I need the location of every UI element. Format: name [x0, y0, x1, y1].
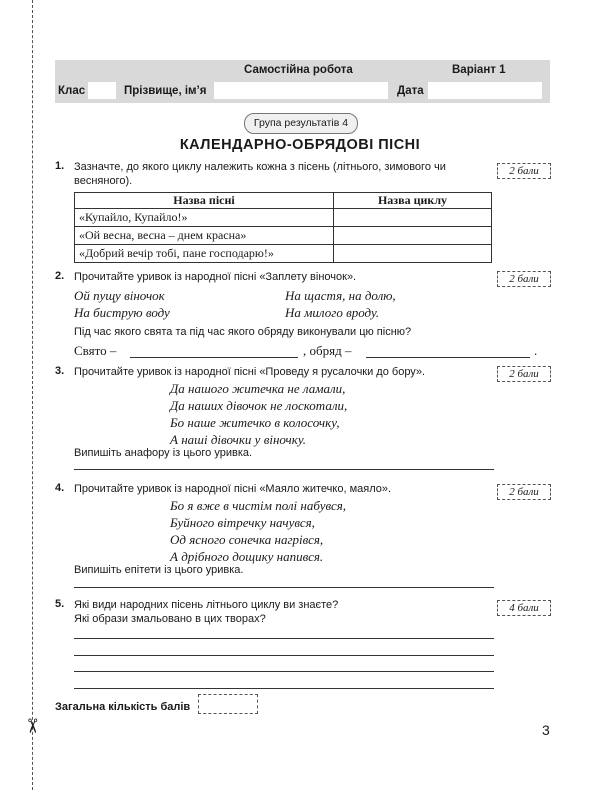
q2-verse-left-2: На биструю воду — [74, 305, 170, 320]
period: . — [534, 343, 538, 358]
q2-question: Під час якого свята та під час якого обряду виконували цю пісню? — [74, 326, 412, 338]
class-label: Клас — [58, 85, 86, 97]
holiday-answer-line[interactable] — [130, 357, 298, 358]
songs-table — [74, 192, 492, 263]
cycle-cell[interactable] — [334, 209, 492, 227]
table-row — [75, 227, 492, 245]
q2-verse-left-1: Ой пущу віночок — [74, 288, 165, 303]
song-name: «Купайло, Купайло!» — [75, 209, 334, 227]
q3-score: 2 бали — [497, 366, 551, 382]
q3-answer-line[interactable] — [74, 469, 494, 470]
ritual-label: , обряд – — [303, 343, 352, 358]
q2-number: 2. — [55, 270, 65, 282]
table-header-cycle: Назва циклу — [334, 193, 492, 209]
q4-verse-line: Бо я вже в чистім полі набувся, — [170, 498, 347, 513]
scissors-icon: ✂ — [20, 717, 45, 735]
q4-text: Прочитайте уривок із народної пісні «Маяло житечко, маяло». — [74, 483, 392, 495]
table-header-song: Назва пісні — [75, 193, 334, 209]
q3-verse-line: Да наших дівочок не лоскотали, — [170, 398, 348, 413]
holiday-label: Свято – — [74, 343, 117, 358]
date-field[interactable] — [428, 82, 542, 99]
q3-text: Прочитайте уривок із народної пісні «Проведу я русалочки до бору». — [74, 366, 426, 378]
cycle-cell[interactable] — [334, 245, 492, 263]
q2-score: 2 бали — [497, 271, 551, 287]
q3-task: Випишіть анафору із цього уривка. — [74, 447, 253, 459]
ritual-answer-line[interactable] — [366, 357, 530, 358]
q4-verse-line: Буйного вітречку начувся, — [170, 515, 315, 530]
q4-verse-line: А дрібного дощику напився. — [170, 549, 324, 564]
q4-answer-line[interactable] — [74, 587, 494, 588]
q2-verse-right-2: На милого вроду. — [285, 305, 380, 320]
page-title: КАЛЕНДАРНО-ОБРЯДОВІ ПІСНІ — [179, 137, 421, 153]
q3-verse-line: А наші дівочки у віночку. — [170, 432, 307, 447]
date-label: Дата — [397, 85, 424, 97]
q3-verse-line: Да нашого житечка не ламали, — [170, 381, 346, 396]
q2-verse-right-1: На щастя, на долю, — [285, 288, 396, 303]
results-group-badge: Група результатів 4 — [244, 113, 358, 134]
variant-label: Варіант 1 — [452, 64, 506, 76]
total-score-box[interactable] — [198, 694, 258, 714]
q5-text-2: Які образи змальовано в цих творах? — [74, 613, 266, 625]
total-score-label: Загальна кількість балів — [55, 701, 191, 713]
class-field[interactable] — [88, 82, 116, 99]
name-label: Прізвище, ім’я — [124, 85, 207, 97]
q2-text: Прочитайте уривок із народної пісні «Заплету віночок». — [74, 271, 357, 283]
cycle-cell[interactable] — [334, 227, 492, 245]
table-row — [75, 209, 492, 227]
song-name: «Ой весна, весна – днем красна» — [75, 227, 334, 245]
q3-number: 3. — [55, 365, 65, 377]
q1-text: Зазначте, до якого циклу належить кожна з пісень (літнього, зимового чи весняного). — [74, 161, 446, 187]
q5-number: 5. — [55, 598, 65, 610]
table-row — [75, 245, 492, 263]
q5-score: 4 бали — [497, 600, 551, 616]
q3-verse-line: Бо наше житечко в колосочку, — [170, 415, 340, 430]
name-field[interactable] — [214, 82, 388, 99]
cut-line — [32, 0, 33, 790]
work-title: Самостійна робота — [244, 64, 353, 76]
q4-task: Випишіть епітети із цього уривка. — [74, 564, 244, 576]
song-name: «Добрий вечір тобі, пане господарю!» — [75, 245, 334, 263]
q5-answer-line[interactable] — [74, 655, 494, 656]
q5-answer-line[interactable] — [74, 671, 494, 672]
q5-answer-line[interactable] — [74, 688, 494, 689]
q1-score: 2 бали — [497, 163, 551, 179]
q4-score: 2 бали — [497, 484, 551, 500]
q5-text: Які види народних пісень літнього циклу ви знаєте? — [74, 599, 339, 611]
page-number: 3 — [542, 722, 550, 738]
q5-answer-line[interactable] — [74, 638, 494, 639]
q4-verse-line: Од ясного сонечка нагрівся, — [170, 532, 324, 547]
q1-number: 1. — [55, 160, 65, 172]
q4-number: 4. — [55, 482, 65, 494]
